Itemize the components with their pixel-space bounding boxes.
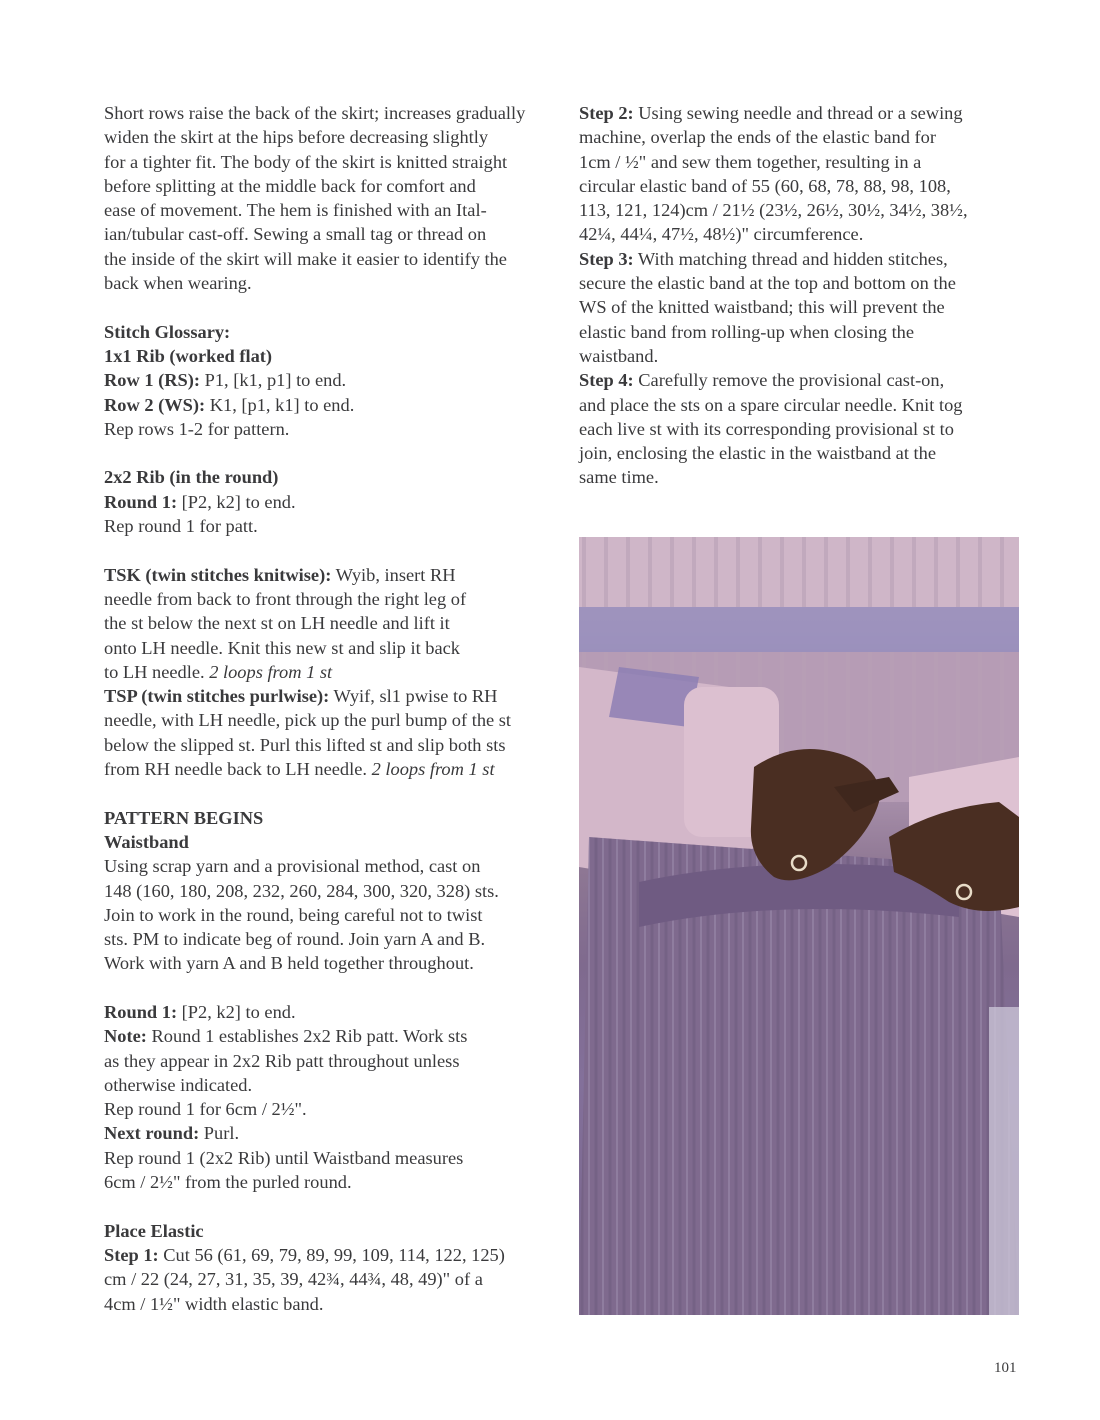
step-label: Step 4: [579,370,634,391]
text-line: 1cm / ½" and sew them together, resulting in a [579,151,922,172]
text-line: widen the skirt at the hips before decreasing slightly [104,127,489,148]
step-label: Step 1: [104,1244,159,1265]
step-label: Step 3: [579,248,634,269]
text-line: sts. PM to indicate beg of round. Join yarn A and B. [104,929,486,950]
tsk-label: TSK (twin stitches knitwise): [104,564,332,585]
text-line: back when wearing. [104,273,252,294]
photo-illustration [579,537,1019,1315]
text-line: Rep round 1 for 6cm / 2½". [104,1099,307,1120]
text-line: otherwise indicated. [104,1074,253,1095]
step-text: Cut 56 (61, 69, 79, 89, 99, 109, 114, 122, 125) [158,1244,505,1265]
text-line: 113, 121, 124)cm / 21½ (23½, 26½, 30½, 34½, 38½, [579,200,968,221]
text-plain: to LH needle. [104,661,210,682]
step4 [579,368,1019,392]
intro-paragraph [104,101,554,295]
text-line: below the slipped st. Purl this lifted st and slip both sts [104,734,506,755]
text-line: needle from back to front through the right leg of [104,588,467,609]
text-line: needle, with LH needle, pick up the purl bump of the st [104,710,512,731]
rib1-repeat: Rep rows 1-2 for pattern. [104,418,290,439]
waistband-next-round [104,1121,554,1145]
text-line: each live st with its corresponding provisional st to [579,418,954,439]
glossary-heading: Stitch Glossary: [104,321,231,342]
step3 [579,247,1019,271]
note-label: Note: [104,1026,147,1047]
text-line: onto LH needle. Knit this new st and slip it back [104,637,461,658]
text-line: ian/tubular cast-off. Sewing a small tag or thread on [104,224,487,245]
waistband-note [104,1024,554,1048]
text-line: Short rows raise the back of the skirt; increases gradually [104,103,526,123]
rib1-heading: 1x1 Rib (worked flat) [104,345,273,366]
text-line: ease of movement. The hem is finished with an Ital- [104,200,487,221]
text-line: Join to work in the round, being careful not to twist [104,904,483,925]
rib1-row2 [104,393,554,417]
stitch-glossary [104,320,554,782]
text-line: 4cm / 1½" width elastic band. [104,1293,324,1314]
text-line [104,757,554,781]
waistband-heading: Waistband [104,831,189,852]
row-label: Row 1 (RS): [104,370,201,391]
pattern-begins-heading: PATTERN BEGINS [104,807,264,828]
text-line: as they appear in 2x2 Rib patt throughout unless [104,1050,460,1071]
row-text: K1, [p1, k1] to end. [205,394,355,415]
step-text: Carefully remove the provisional cast-on, [633,370,945,391]
waistband-round1 [104,1000,554,1024]
text-line: the inside of the skirt will make it easier to identify the [104,248,507,269]
round-label: Round 1: [104,1001,178,1022]
step-text: With matching thread and hidden stitches, [633,248,948,269]
text-line: machine, overlap the ends of the elastic band for [579,127,936,148]
text-line: Work with yarn A and B held together throughout. [104,953,474,974]
step1 [104,1243,554,1267]
row-text: P1, [k1, p1] to end. [200,370,347,391]
round-label: Next round: [104,1123,200,1144]
rib1-row1 [104,368,554,392]
text-line: and place the sts on a spare circular needle. Knit tog [579,394,963,415]
right-column [579,101,1019,490]
row-label: Row 2 (WS): [104,394,206,415]
text-line: WS of the knitted waistband; this will prevent the [579,297,945,318]
text-line: elastic band from rolling-up when closing the [579,321,915,342]
text-line: waistband. [579,345,659,366]
text-line: 148 (160, 180, 208, 232, 260, 284, 300, 320, 328) sts. [104,880,499,901]
rib2-heading: 2x2 Rib (in the round) [104,467,279,488]
tsk-text: Wyib, insert RH [331,564,456,585]
text-line: Using scrap yarn and a provisional method, cast on [104,856,481,877]
text-italic: 2 loops from 1 st [371,759,495,780]
text-line: circular elastic band of 55 (60, 68, 78, 88, 98, 108, [579,175,951,196]
text-line: Rep round 1 (2x2 Rib) until Waistband measures [104,1147,464,1168]
tsk-definition [104,563,554,587]
rib2-repeat: Rep round 1 for patt. [104,516,258,537]
left-column [104,101,554,1316]
round-text: Purl. [199,1123,240,1144]
step-text: Using sewing needle and thread or a sewing [633,103,963,123]
note-text: Round 1 establishes 2x2 Rib patt. Work sts [146,1026,468,1047]
tsp-definition [104,684,554,708]
text-line: 42¼, 44¼, 47½, 48½)" circumference. [579,224,864,245]
text-line: the st below the next st on LH needle and lift it [104,613,450,634]
text-plain: from RH needle back to LH needle. [104,759,372,780]
round-label: Round 1: [104,491,178,512]
text-line: before splitting at the middle back for comfort and [104,175,476,196]
text-line: cm / 22 (24, 27, 31, 35, 39, 42¾, 44¾, 48, 49)" of a [104,1269,483,1290]
page-number: 101 [994,1360,1017,1376]
text-line: for a tighter fit. The body of the skirt is knitted straight [104,151,508,172]
round-text: [P2, k2] to end. [177,1001,296,1022]
tsp-text: Wyif, sl1 pwise to RH [329,686,498,707]
text-line: 6cm / 2½" from the purled round. [104,1172,352,1193]
tsp-label: TSP (twin stitches purlwise): [104,686,330,707]
text-line: join, enclosing the elastic in the waistband at the [579,443,936,464]
round-text: [P2, k2] to end. [177,491,296,512]
text-line [104,660,554,684]
text-line: secure the elastic band at the top and bottom on the [579,273,956,294]
text-italic: 2 loops from 1 st [209,661,333,682]
knitwear-photo [579,537,1019,1315]
pattern-section [104,806,554,1316]
step-label: Step 2: [579,103,634,123]
rib2-round1 [104,490,554,514]
step2 [579,101,1019,125]
text-line: same time. [579,467,659,488]
place-elastic-heading: Place Elastic [104,1220,204,1241]
